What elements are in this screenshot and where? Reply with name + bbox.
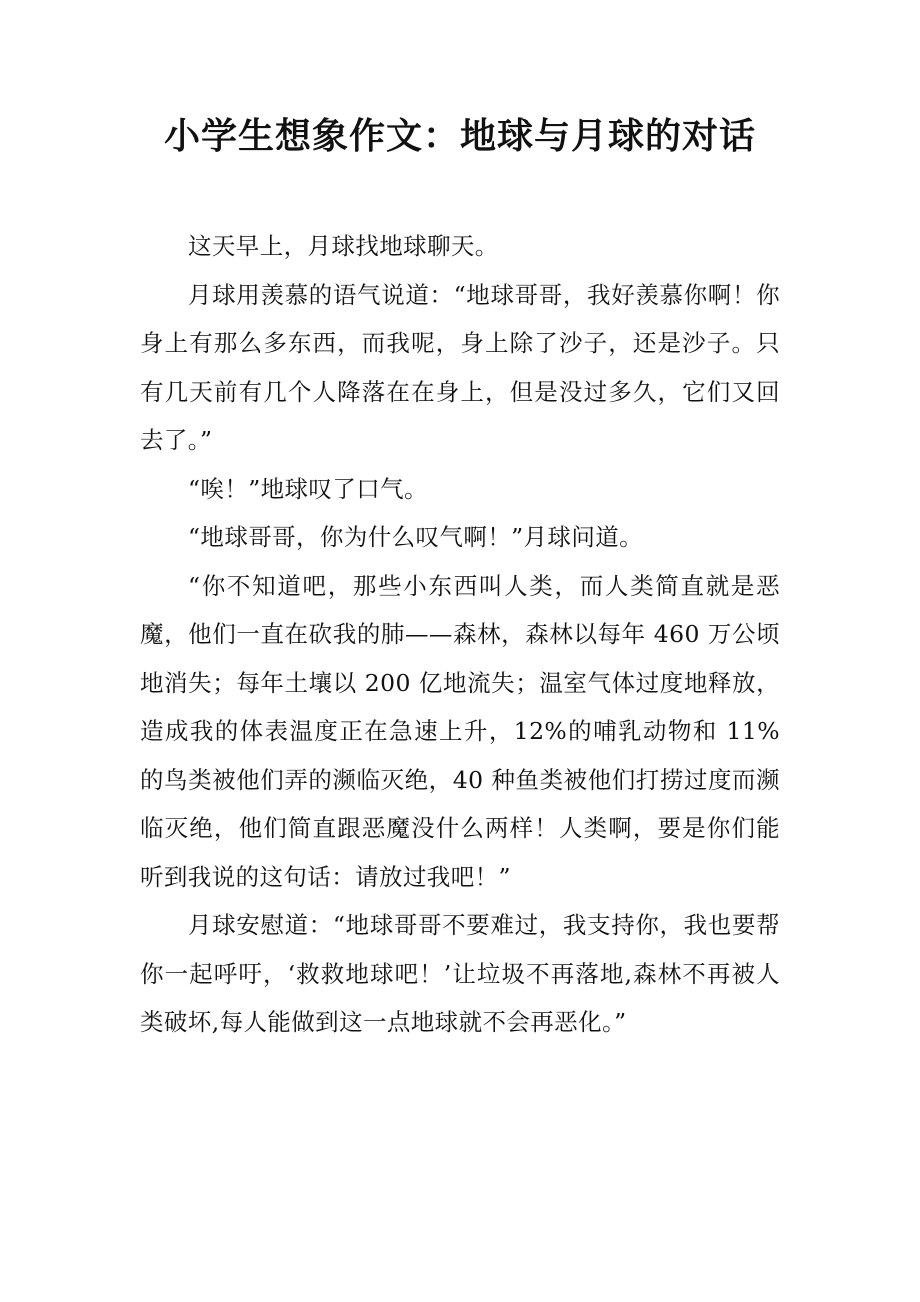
document-body xyxy=(140,222,780,1047)
paragraph: “你不知道吧，那些小东西叫人类，而人类简直就是恶魔，他们一直在砍我的肺——森林，森林以每年 460 万公顷地消失；每年土壤以 200 亿地流失；温室气体过度地释放，造成我的体表温度正在急速上升，12%的哺乳动物和 11%的鸟类被他们弄的濒临灭绝，40 种鱼类被他们打捞过度而濒临灭绝，他们简直跟恶魔没什么两样！人类啊，要是你们能听到我说的这句话：请放过我吧！” xyxy=(140,571,780,891)
paragraph: “地球哥哥，你为什么叹气啊！”月球问道。 xyxy=(188,523,644,551)
document-title: 小学生想象作文：地球与月球的对话 xyxy=(163,116,756,157)
paragraph: “唉！”地球叹了口气。 xyxy=(188,474,428,503)
paragraph: 月球用羡慕的语气说道：“地球哥哥，我好羡慕你啊！你身上有那么多东西，而我呢，身上除了沙子，还是沙子。只有几天前有几个人降落在在身上，但是没过多久，它们又回去了。” xyxy=(140,280,780,454)
paragraph: 这天早上，月球找地球聊天。 xyxy=(188,232,499,260)
paragraph: 月球安慰道：“地球哥哥不要难过，我支持你，我也要帮你一起呼吁，‘救救地球吧！’让垃圾不再落地,森林不再被人类破坏,每人能做到这一点地球就不会再恶化。” xyxy=(140,911,780,1036)
